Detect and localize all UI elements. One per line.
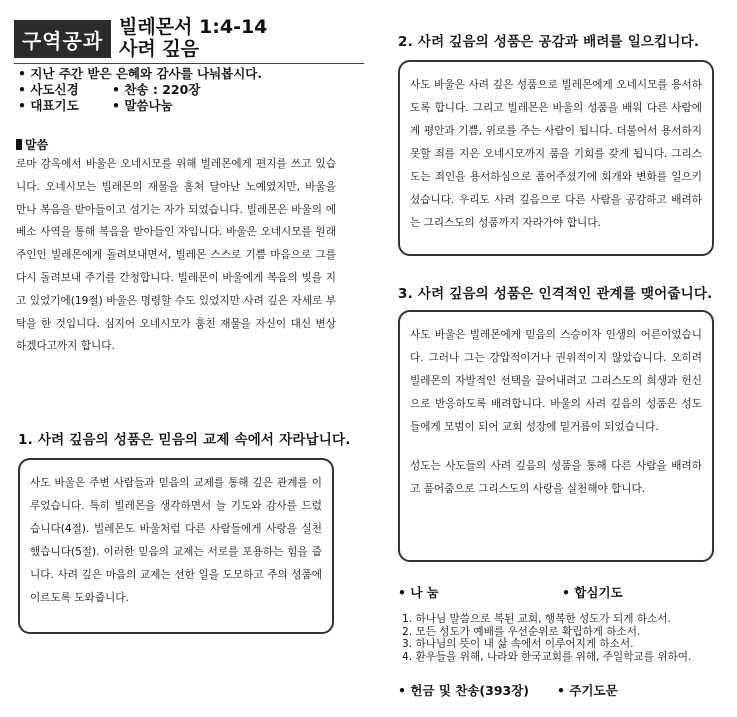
order-item-prayer: • 대표기도 [18, 98, 79, 113]
malsseum-heading [16, 136, 48, 153]
offering-hymn-label: • 헌금 및 찬송(393장) [398, 683, 530, 698]
prayer-list [402, 613, 691, 663]
lords-prayer-label: • 주기도문 [557, 683, 618, 698]
section-3-box [398, 310, 714, 562]
scripture-reference [119, 16, 267, 60]
prayer-item: 2. 모든 성도가 예배를 우선순위로 확립하게 하소서. [402, 625, 641, 638]
order-item-gratitude: • 지난 주간 받은 은혜와 감사를 나눠봅시다. [18, 66, 263, 81]
square-marker-icon [16, 139, 22, 150]
prayer-item: 1. 하나님 말씀으로 복된 교회, 행복한 성도가 되게 하소서. [402, 613, 671, 625]
reference-text: 빌레몬서 1:4-14 [119, 16, 268, 38]
section-1-box: 사도 바울은 주변 사람들과 믿음의 교제를 통해 깊은 관계를 이루었습니다. 특히 빌레몬을 생각하면서 늘 기도와 감사를 드렸습니다(4절). 빌레몬도 바울처럼 다른 사람들에게 사랑을 실천했습니다(5절). 이러한 믿음의 교제는 서로를 포용하는 힘을 줍니다. 사려 깊은 마음의 교제는 선한 일을 도모하고 주의 성품에 이르도록 도와줍니다. [18, 458, 334, 634]
sharing-label: • 나 눔 [398, 585, 439, 600]
section-2-box: 사도 바울은 사려 깊은 성품으로 빌레몬에게 오네시모를 용서하도록 합니다. 그리고 빌레몬은 바울의 성품을 배워 다른 사람에게 평안과 기쁨, 위로를 주는 사람이 됩니다. 더불어서 용서하지 못할 죄를 지은 오네시모까지 품을 기회를 갖게 됩니다. 그리스도는 죄인을 용서하심으로 품어주셨기에 회개와 변화를 일으키셨습니다. 우리도 사려 깊음으로 다른 사람을 공감하고 배려하는 그리스도의 성품까지 자라가야 합니다. [398, 60, 714, 256]
section-badge: 구역공과 [14, 20, 111, 58]
order-item-hymn: • 찬송 : 220장 [112, 82, 201, 97]
prayer-item: 3. 하나님의 뜻이 내 삶 속에서 이루어지게 하소서. [402, 638, 634, 651]
section-3-title: 3. 사려 깊음의 성품은 인격적인 관계를 맺어줍니다. [398, 286, 713, 302]
malsseum-body: 로마 감옥에서 바울은 오네시모를 위해 빌레몬에게 편지를 쓰고 있습니다. 오네시모는 빌레몬의 재물을 훔쳐 달아난 노예였지만, 바울을 만나 복음을 받아들이고 섬기는 자가 되었습니다. 빌레몬은 바울의 에베소 사역을 통해 복음을 받아들인 자입니다. 바울은 오네시모를 원래 주인인 빌레몬에게 돌려보내면서, 빌레몬 스스로 기쁨 마음으로 그를 다시 돌려보내 주기를 간청합니다. 빌레몬이 바울에게 복음의 빚을 지고 있었기에(19절) 바울은 명령할 수도 있었지만 사려 깊은 자세로 부탁을 한 것입니다. 심지어 오네시모가 훔친 재물을 자신이 대신 변상하겠다고까지 합니다. [16, 158, 336, 353]
title-divider [14, 63, 364, 64]
malsseum-heading-text: 말씀 [25, 138, 49, 152]
order-item-creed: • 사도신경 [18, 82, 79, 97]
lesson-title: 사려 깊음 [119, 38, 200, 60]
section-3-body-2: 성도는 사도들의 사려 깊음의 성품을 통해 다른 사람을 배려하고 품어줌으로 그리스도의 사랑을 실천해야 합니다. [410, 460, 702, 495]
section-1-title: 1. 사려 깊음의 성품은 믿음의 교제 속에서 자라납니다. [18, 432, 351, 448]
united-prayer-label: • 합심기도 [562, 585, 623, 600]
prayer-item: 4. 환우들을 위해, 나라와 한국교회를 위해, 주일학교를 위하여. [402, 650, 692, 663]
section-3-body-1: 사도 바울은 빌레몬에게 믿음의 스승이자 인생의 어른이었습니다. 그러나 그는 강압적이거나 권위적이지 않았습니다. 오히려 빌레몬의 자발적인 선택을 끌어내려고 그리스도의 희생과 헌신으로 반응하도록 배려합니다. 바울의 사려 깊음의 성품은 성도들에게 모범이 되어 교회 성장에 밑거름이 되었습니다. [410, 329, 702, 433]
section-2-title: 2. 사려 깊음의 성품은 공감과 배려를 일으킵니다. [398, 34, 700, 50]
order-item-sermon: • 말씀나눔 [112, 98, 173, 113]
